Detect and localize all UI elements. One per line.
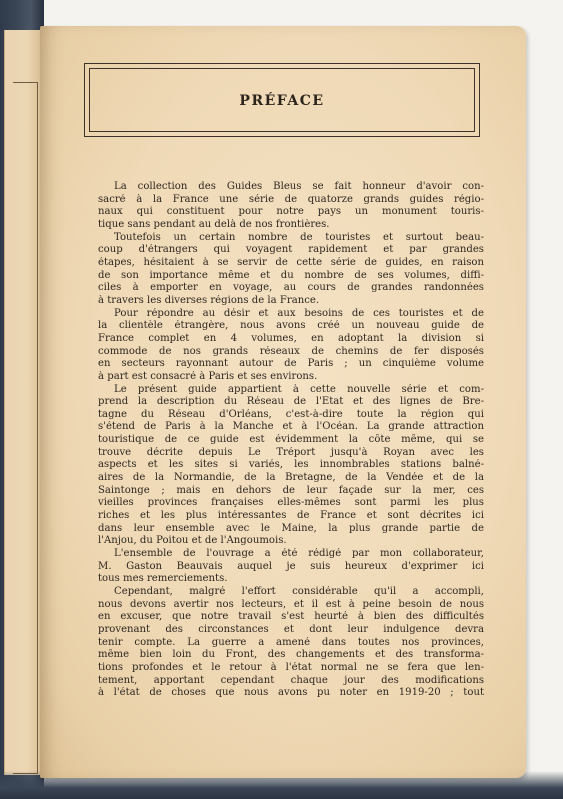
text-line: même bien loin du Front, des changements et des transforma- [98,649,484,661]
text-line: à travers les diverses régions de la France. [98,294,320,306]
header-frame-inner [89,68,475,132]
text-line: à part est consacré à Paris et ses environs. [98,370,318,382]
previous-page-edge [4,30,41,775]
text-line: prend la description du Réseau de l'État et des lignes de Bre- [98,396,484,408]
text-line: ciles à emporter en voyage, au cours de grandes randonnées [98,282,484,294]
text-line: à l'état de choses que nous avons pu noter en 1919-20 ; tout [98,687,484,699]
text-line: touristique de ce guide est évidemment la côte même, qui se [98,434,484,446]
book-page [40,26,526,778]
text-line: tement, apportant cependant chaque jour des modifications [98,674,484,686]
text-line: trouve décrite depuis Le Tréport jusqu'à Royan avec les [98,446,484,458]
text-line: étapes, hésitaient à se servir de cette série de guides, en raison [98,256,484,268]
text-line: tions profondes et le retour à l'état normal ne se fera que len- [98,661,484,673]
text-line: La collection des Guides Bleus se fait honneur d'avoir con- [114,181,484,192]
text-line: Toutefois un certain nombre de touristes et surtout beau- [114,231,484,243]
text-line: tique sans pendant au delà de nos frontières. [98,218,330,230]
text-line: France complet en 4 volumes, en adoptant la division si [98,332,484,344]
text-line: M. Gaston Beauvais auquel je suis heureux d'exprimer ici [98,560,484,572]
text-line: en secteurs rayonnant autour de Paris ; un cinquième volume [98,358,484,370]
text-line: aspects et les sites si variés, les innombrables stations balné- [98,459,484,471]
text-line: dans leur ensemble avec le Maine, la plus grande partie de [98,522,484,534]
text-line: tous mes remerciements. [98,573,228,585]
text-line: s'étend de Paris à la Manche et à l'Océan. La grande attraction [98,421,484,433]
text-line: Pour répondre au désir et aux besoins de ces touristes et de [114,307,484,319]
text-line: aires de la Normandie, de la Bretagne, de la Vendée et de la [98,472,484,484]
text-line: l'Anjou, du Poitou et de l'Angoumois. [98,535,287,547]
text-line: nous devons avertir nos lecteurs, et il est à peine besoin de nous [98,598,484,610]
page-title: PRÉFACE [239,93,325,109]
text-line: riches et les plus intéressantes de France et sont décrites ici [98,510,484,522]
text-line: vieilles provinces françaises elles-mêmes sont parmi les plus [98,497,484,509]
text-line: provenant des circonstances et dont leur indulgence devra [98,623,484,635]
header-frame [84,63,480,137]
previous-page-border [13,82,38,774]
text-line: commode de nos grands réseaux de chemins de fer disposés [98,345,484,357]
text-line: sacré à la France une série de quatorze grands guides régio- [98,193,484,205]
text-line: coup d'étrangers qui voyagent rapidement et par grandes [98,244,484,256]
text-line: Le présent guide appartient à cette nouvelle série et com- [114,383,484,395]
text-line: la clientèle étrangère, nous avons créé un nouveau guide de [98,320,484,332]
preface-text [98,181,484,700]
text-line: Saintonge ; mais en dehors de leur façade sur la mer, ces [98,484,484,496]
text-line: tagne du Réseau d'Orléans, c'est-à-dire toute la région qui [98,408,484,420]
text-line: tenir compte. La guerre a amené dans toutes nos provinces, [98,636,484,648]
text-line: Cependant, malgré l'effort considérable qu'il a accompli, [114,586,484,597]
text-line: naux qui constituent pour notre pays un monument touris- [98,206,484,218]
text-line: L'ensemble de l'ouvrage a été rédigé par mon collaborateur, [114,548,484,560]
text-line: de son importance même et du nombre de ses volumes, diffi- [98,269,484,281]
text-line: en excuser, que notre travail s'est heurté à bien des difficultés [98,611,484,623]
